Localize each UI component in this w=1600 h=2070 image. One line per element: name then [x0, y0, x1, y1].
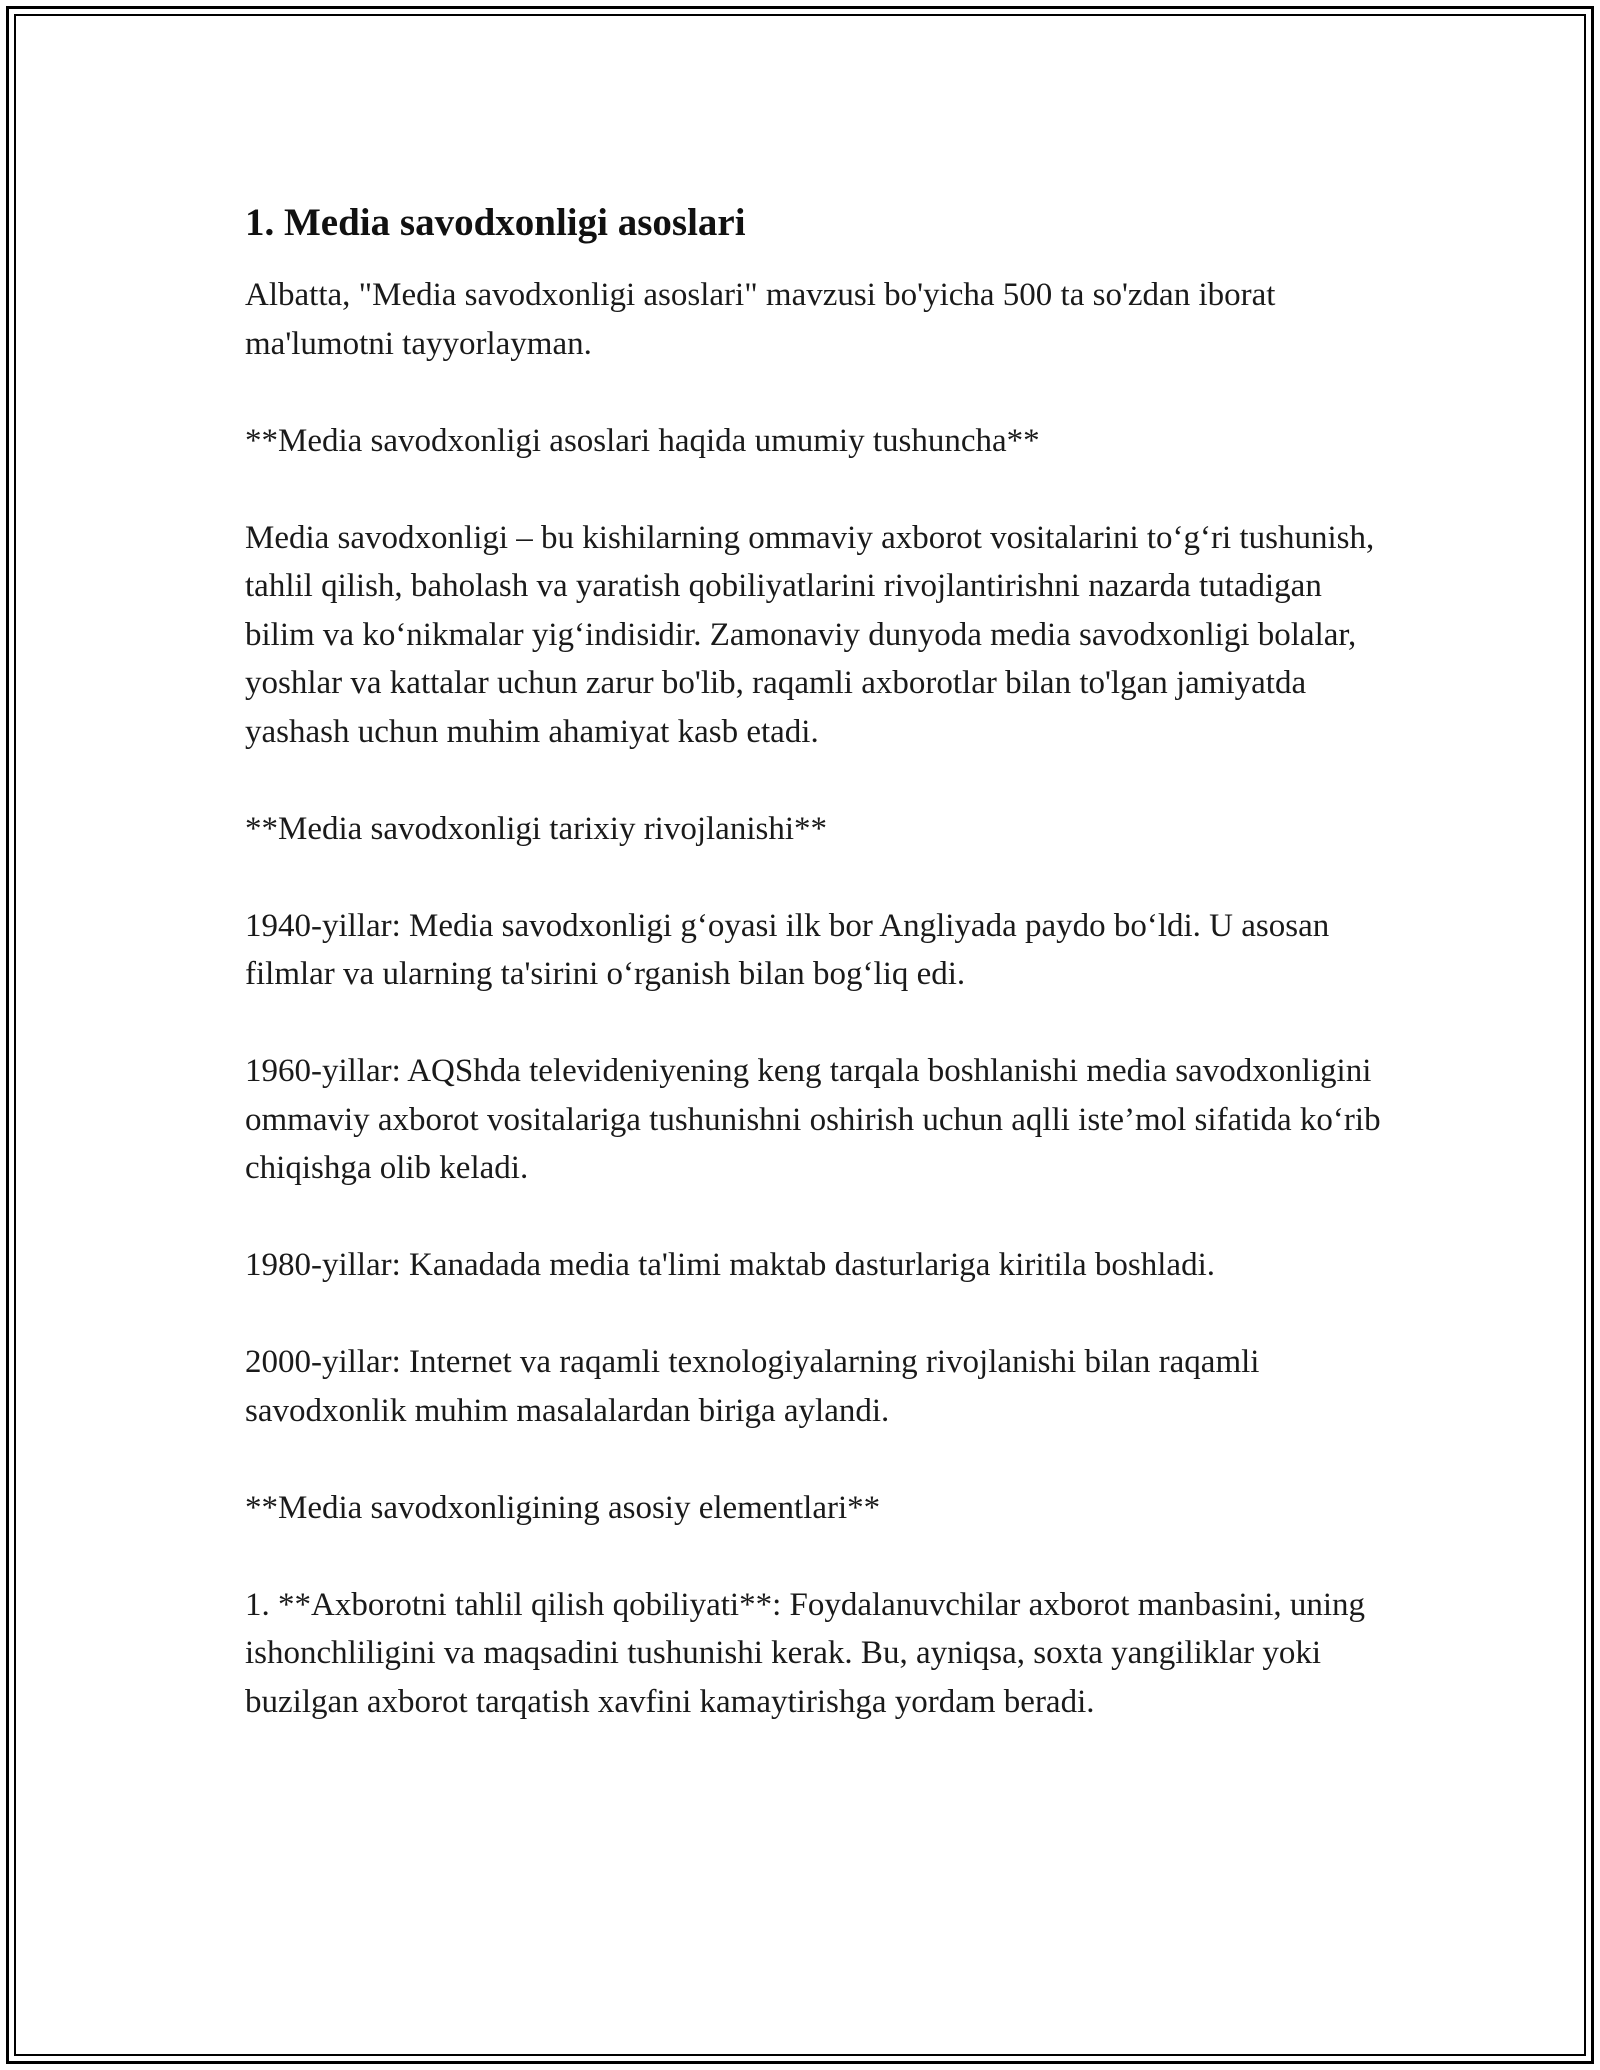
section-heading-history: **Media savodxonligi tarixiy rivojlanishi**: [245, 810, 828, 847]
definition-paragraph: Media savodxonligi – bu kishilarning ommaviy axborot vositalarini to‘g‘ri tushunish, tahlil qilish, baholash va yaratish qobiliyatlarini rivojlantirishni nazarda tutadigan bilim va ko‘nikmalar yig‘indisidir. Zamonaviy dunyoda media savodxonligi bolalar, yoshlar va kattalar uchun zarur bo'lib, raqamli axborotlar bilan to'lgan jamiyatda yashash uchun muhim ahamiyat kasb etadi.: [245, 519, 1375, 750]
document-body: [245, 195, 1385, 1775]
history-1960-paragraph: 1960-yillar: AQShda televideniyening keng tarqala boshlanishi media savodxonligini ommaviy axborot vositalariga tushunishni oshirish uchun aqlli iste’mol sifatida ko‘rib chiqishga olib keladi.: [245, 1053, 1381, 1186]
page-frame: [6, 6, 1594, 2064]
section-heading-overview: **Media savodxonligi asoslari haqida umumiy tushuncha**: [245, 422, 1040, 459]
document-title: 1. Media savodxonligi asoslari: [245, 201, 746, 244]
intro-paragraph: Albatta, "Media savodxonligi asoslari" mavzusi bo'yicha 500 ta so'zdan iborat ma'lumotni tayyorlayman.: [245, 277, 1276, 362]
history-1940-paragraph: 1940-yillar: Media savodxonligi g‘oyasi ilk bor Angliyada paydo bo‘ldi. U asosan filmlar va ularning ta'sirini o‘rganish bilan bog‘liq edi.: [245, 907, 1330, 992]
history-2000-paragraph: 2000-yillar: Internet va raqamli texnologiyalarning rivojlanishi bilan raqamli savodxonlik muhim masalalardan biriga aylandi.: [245, 1344, 1260, 1429]
history-1980-paragraph: 1980-yillar: Kanadada media ta'limi maktab dasturlariga kiritila boshladi.: [245, 1247, 1215, 1283]
element-1-paragraph: 1. **Axborotni tahlil qilish qobiliyati**: Foydalanuvchilar axborot manbasini, uning ishonchliligini va maqsadini tushunishi kerak. Bu, ayniqsa, soxta yangiliklar yoki buzilgan axborot tarqatish xavfini kamaytirishga yordam beradi.: [245, 1586, 1366, 1720]
section-heading-elements: **Media savodxonligining asosiy elementlari**: [245, 1489, 881, 1526]
